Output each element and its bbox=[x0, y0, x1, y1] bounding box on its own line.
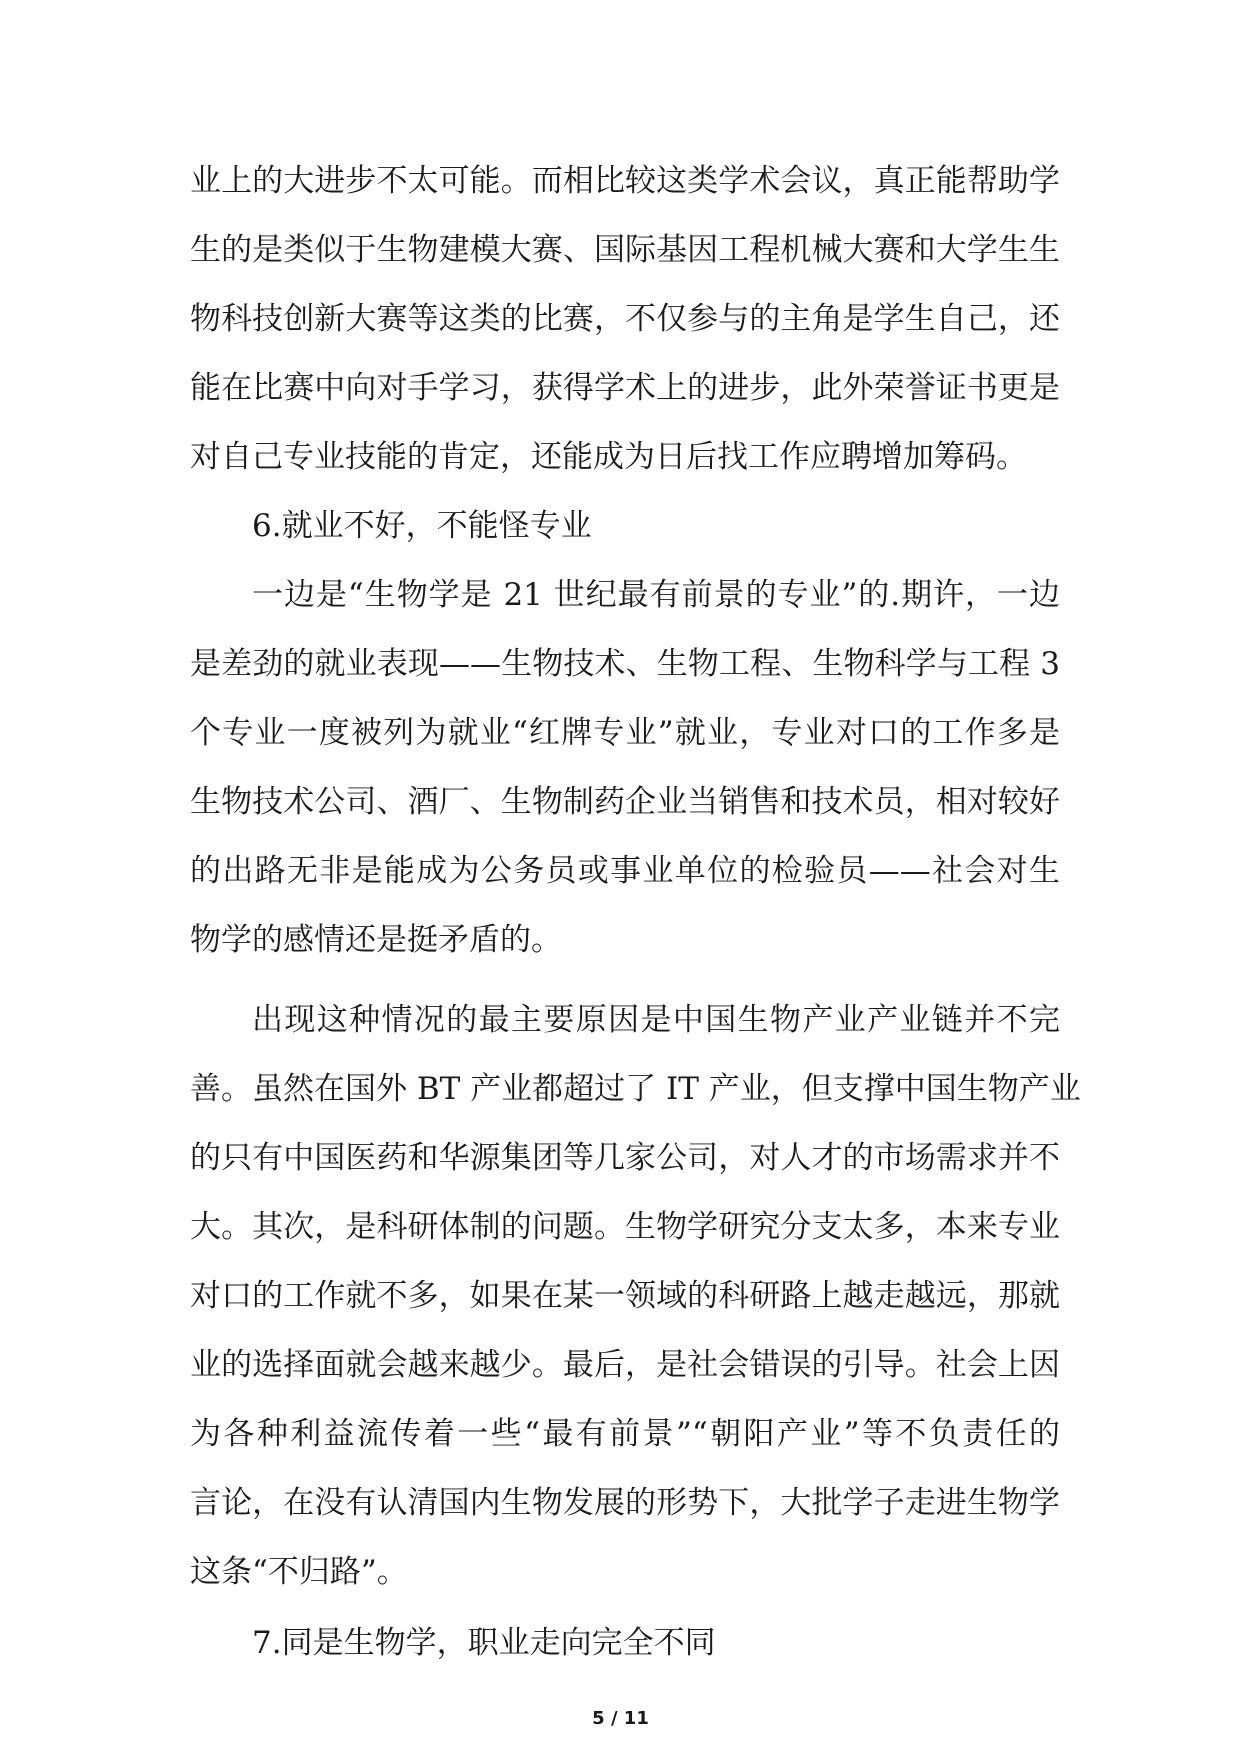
paragraph-line: 对口的工作就不多，如果在某一领域的科研路上越走越远，那就 bbox=[190, 1278, 1060, 1314]
paragraph-line: 物科技创新大赛等这类的比赛，不仅参与的主角是学生自己，还 bbox=[190, 301, 1060, 337]
paragraph-line: 个专业一度被列为就业“红牌专业”就业，专业对口的工作多是 bbox=[190, 715, 1060, 751]
paragraph-line: 是差劲的就业表现——生物技术、生物工程、生物科学与工程 3 bbox=[190, 646, 1060, 682]
paragraph-line: 对自己专业技能的肯定，还能成为日后找工作应聘增加筹码。 bbox=[190, 439, 1027, 475]
paragraph-line: 业的选择面就会越来越少。最后，是社会错误的引导。社会上因 bbox=[190, 1347, 1060, 1383]
paragraph-line: 言论，在没有认清国内生物发展的形势下，大批学子走进生物学 bbox=[190, 1485, 1060, 1521]
paragraph-line: 物学的感情还是挺矛盾的。 bbox=[190, 922, 562, 958]
paragraph-line: 的出路无非是能成为公务员或事业单位的检验员——社会对生 bbox=[190, 853, 1060, 889]
page-number: 5 / 11 bbox=[592, 1708, 649, 1729]
paragraph-line: 出现这种情况的最主要原因是中国生物产业产业链并不完 bbox=[252, 1002, 1060, 1038]
paragraph-line: 一边是“生物学是 21 世纪最有前景的专业”的.期许，一边 bbox=[252, 577, 1060, 613]
paragraph-line: 大。其次，是科研体制的问题。生物学研究分支太多，本来专业 bbox=[190, 1209, 1060, 1245]
paragraph-line: 业上的大进步不太可能。而相比较这类学术会议，真正能帮助学 bbox=[190, 163, 1060, 199]
paragraph-line: 生的是类似于生物建模大赛、国际基因工程机械大赛和大学生生 bbox=[190, 232, 1060, 268]
section-heading: 7.同是生物学，职业走向完全不同 bbox=[252, 1625, 716, 1661]
paragraph-line: 这条“不归路”。 bbox=[190, 1554, 408, 1590]
paragraph-line: 善。虽然在国外 BT 产业都超过了 IT 产业，但支撑中国生物产业 bbox=[190, 1071, 1081, 1107]
paragraph-line: 生物技术公司、酒厂、生物制药企业当销售和技术员，相对较好 bbox=[190, 784, 1060, 820]
section-heading: 6.就业不好，不能怪专业 bbox=[252, 508, 592, 544]
paragraph-line: 为各种利益流传着一些“最有前景”“朝阳产业”等不负责任的 bbox=[190, 1416, 1060, 1452]
paragraph-line: 的只有中国医药和华源集团等几家公司，对人才的市场需求并不 bbox=[190, 1140, 1060, 1176]
paragraph-line: 能在比赛中向对手学习，获得学术上的进步，此外荣誉证书更是 bbox=[190, 370, 1060, 406]
